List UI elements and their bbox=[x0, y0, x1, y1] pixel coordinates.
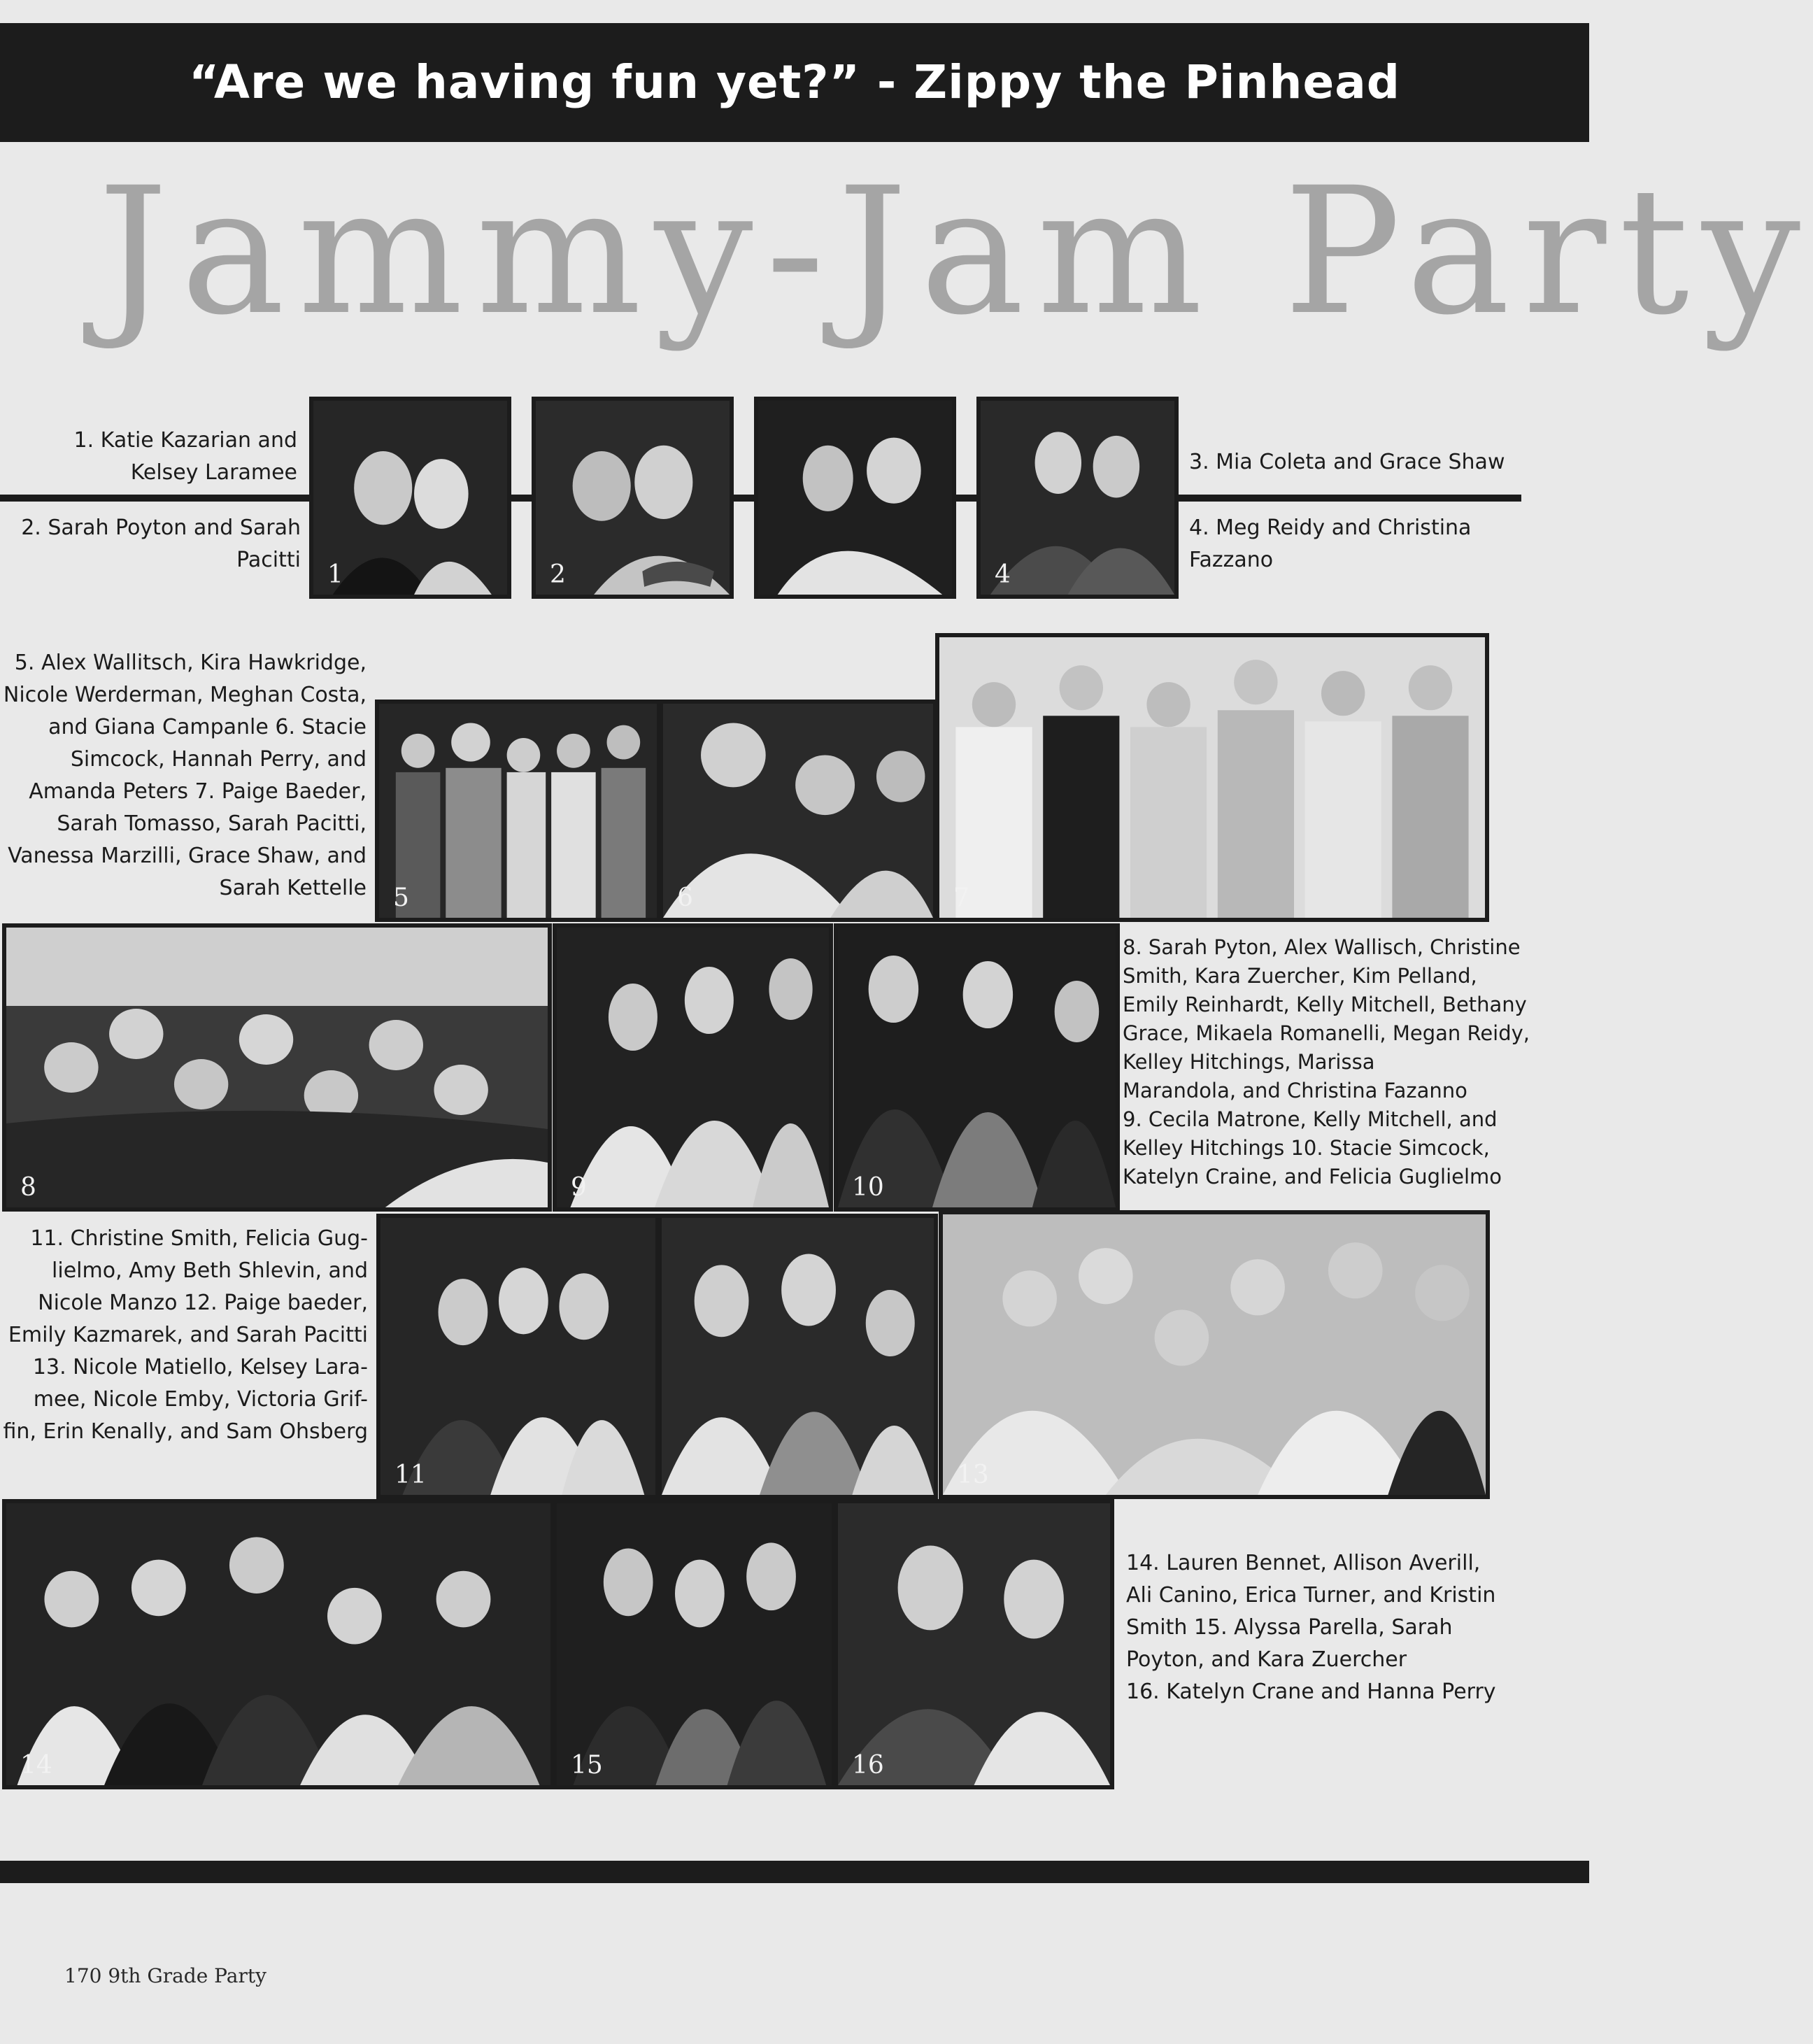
photo-14-number: 14 bbox=[20, 1751, 52, 1780]
photo-5 bbox=[375, 700, 661, 922]
photo-11-image bbox=[381, 1218, 655, 1495]
photo-9-number: 9 bbox=[571, 1173, 587, 1202]
page-footer: 170 9th Grade Party bbox=[64, 1964, 266, 1987]
photo-1-number: 1 bbox=[327, 560, 343, 589]
photo-12-image bbox=[662, 1218, 934, 1495]
photo-7-number: 7 bbox=[953, 883, 969, 912]
photo-3-image bbox=[758, 401, 952, 595]
photo-10 bbox=[834, 923, 1120, 1212]
photo-4 bbox=[976, 397, 1179, 599]
photo-2 bbox=[532, 397, 734, 599]
header-quote: “Are we having fun yet?” - Zippy the Pinhead bbox=[188, 55, 1401, 109]
photo-15 bbox=[553, 1499, 836, 1789]
caption-photos-5-7: 5. Alex Wallitsch, Kira Hawkridge, Nicole Werderman, Meghan Costa, and Giana Campanle 6. Stacie Simcock, Hannah Perry, and Amanda Peters 7. Paige Baeder, Sarah Tomasso, Sarah Pacitti, Vanessa Marzilli, Grace Shaw, and Sarah Kettelle bbox=[3, 651, 367, 900]
photo-9-image bbox=[557, 928, 829, 1207]
header-band bbox=[0, 23, 1589, 142]
photo-6-number: 6 bbox=[677, 883, 693, 912]
caption-photo-2: 2. Sarah Poyton and Sarah Pacitti bbox=[21, 516, 301, 572]
caption-photo-1: 1. Katie Kazarian and Kelsey Laramee bbox=[73, 428, 297, 485]
photo-15-number: 15 bbox=[571, 1751, 603, 1780]
caption-photos-11-13: 11. Christine Smith, Felicia Gug- lielmo, Amy Beth Shlevin, and Nicole Manzo 12. Paige baeder, Emily Kazmarek, and Sarah Pacitti 13. Nicole Matiello, Kelsey Lara- mee, Nicole Emby, Victoria Grif- fin, Erin Kenally, and Sam Ohsberg bbox=[3, 1226, 368, 1444]
caption-photos-8-10: 8. Sarah Pyton, Alex Wallisch, Christine Smith, Kara Zuercher, Kim Pelland, Emily Reinhardt, Kelly Mitchell, Bethany Grace, Mikaela Romanelli, Megan Reidy, Kelley Hitchings, Marissa Marandola, and Christina Fazanno 9. Cecila Matrone, Kelly Mitchell, and Kelley Hitchings 10. Stacie Simcock, Katelyn Craine, and Felicia Guglielmo bbox=[1123, 935, 1530, 1188]
photo-5-image bbox=[379, 704, 657, 918]
photo-12 bbox=[657, 1214, 938, 1499]
photo-5-number: 5 bbox=[393, 883, 409, 912]
photo-2-number: 2 bbox=[550, 560, 566, 589]
photo-8 bbox=[2, 923, 552, 1212]
page-title: Jammy-Jam Party bbox=[98, 150, 1813, 353]
photo-4-number: 4 bbox=[995, 560, 1011, 589]
photo-8-image bbox=[6, 928, 548, 1207]
photo-16-image bbox=[838, 1503, 1110, 1785]
photo-13-number: 13 bbox=[957, 1461, 989, 1489]
photo-14 bbox=[2, 1499, 555, 1789]
photo-11 bbox=[376, 1214, 660, 1499]
divider-rule-bottom bbox=[0, 1861, 1589, 1883]
photo-10-number: 10 bbox=[852, 1173, 884, 1202]
photo-1 bbox=[309, 397, 511, 599]
photo-13 bbox=[939, 1210, 1490, 1499]
caption-photo-3: 3. Mia Coleta and Grace Shaw bbox=[1189, 450, 1505, 474]
caption-photos-14-16: 14. Lauren Bennet, Allison Averill, Ali Canino, Erica Turner, and Kristin Smith 15. Alyssa Parella, Sarah Poyton, and Kara Zuercher 16. Katelyn Crane and Hanna Perry bbox=[1126, 1551, 1496, 1704]
photo-9 bbox=[553, 923, 833, 1212]
photo-14-image bbox=[6, 1503, 550, 1785]
photo-16-number: 16 bbox=[852, 1751, 884, 1780]
photo-6-image bbox=[663, 704, 933, 918]
caption-photo-4: 4. Meg Reidy and Christina Fazzano bbox=[1189, 516, 1472, 572]
photo-10-image bbox=[838, 928, 1116, 1207]
photo-13-image bbox=[943, 1214, 1486, 1495]
photo-8-number: 8 bbox=[20, 1173, 36, 1202]
photo-6 bbox=[659, 700, 937, 922]
photo-11-number: 11 bbox=[394, 1461, 427, 1489]
photo-3 bbox=[754, 397, 956, 599]
photo-16 bbox=[834, 1499, 1114, 1789]
photo-7-image bbox=[939, 637, 1485, 918]
photo-7 bbox=[935, 633, 1489, 922]
photo-15-image bbox=[557, 1503, 832, 1785]
